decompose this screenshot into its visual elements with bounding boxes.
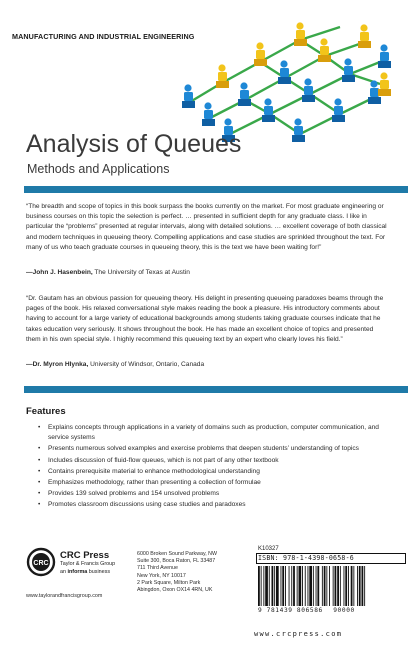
barcode-bar [313,566,314,606]
barcode-bar [299,566,302,606]
barcode-bar [364,566,365,606]
feature-item: • Contains prerequisite material to enhance methodological understanding [38,467,388,477]
informa-prefix: an [60,569,66,575]
barcode-bar [293,566,295,606]
informa-line [60,569,110,575]
feature-item: • Includes discussion of fluid-flow queues, which is not part of any other textbook [38,456,388,466]
feature-item: • Explains concepts through applications in a variety of domains such as production, computer communication, and service systems [38,423,388,443]
crc-logo-text: CRC [33,559,49,567]
features-heading: Features [26,406,66,417]
publisher-address [137,551,217,594]
feature-item: • Promotes classroom discussions using case studies and paradoxes [38,500,388,510]
barcode-bar [333,566,334,606]
barcode-bar [276,566,279,606]
publisher-website[interactable]: www.crcpress.com [254,630,343,638]
feature-item: • Emphasizes methodology, rather than presenting a collection of formulae [38,478,388,488]
feature-item: • Provides 139 solved problems and 154 unsolved problems [38,489,388,499]
publisher-name: CRC Press [60,550,110,561]
barcode-bar [261,566,262,606]
barcode-bar [302,566,303,606]
barcode-bar [344,566,345,606]
review-affiliation-2: University of Windsor, Ontario, Canada [90,361,205,368]
barcode-bar [281,566,282,606]
review-quote-1: “The breadth and scope of topics in this book surpass the books currently on the market. For most graduate engineering or business courses on this topic the selection is perfect. … presented in sufficient depth for any graduate class. I like in particular the “problems” presented at regular intervals, along with detailed solutions. … excellent coverage of both classical and modern techniques in queueing theory. Compelling applications and case studies are sprinkled throughout the text. For many of us who teach graduate courses in queueing theory, this is the text we have been waiting for!” [26,203,387,251]
barcode-bar [305,566,306,606]
barcode-bar [322,566,323,606]
barcode-bar [348,566,349,606]
barcode-bar [263,566,264,606]
barcode-bar [324,566,326,606]
barcode-bar [335,566,337,606]
barcode-bar [269,566,270,606]
barcode-bar [359,566,361,606]
barcode-bar [291,566,292,606]
review-affiliation-1: The University of Texas at Austin [94,269,190,276]
barcode-bar [329,566,330,606]
address-line: Suite 300, Boca Raton, FL 33487 [137,558,216,565]
barcode-bar [282,566,284,606]
barcode-number: 9 781439 806586 [258,607,323,614]
address-line: 711 Third Avenue [137,565,178,572]
review-author-1: —John J. Hasenbein, [26,269,93,276]
barcode-bars [258,566,408,606]
barcode-bar [337,566,339,606]
review-author-2: —Dr. Myron Hlynka, [26,361,89,368]
blue-rule-2 [24,386,408,393]
barcode-bar [272,566,274,606]
barcode-bar [357,566,358,606]
barcode-bar [309,566,312,606]
barcode-bar [289,566,290,606]
barcode-bar [285,566,286,606]
publisher-group: Taylor & Francis Group [60,561,116,567]
feature-item: • Presents numerous solved examples and exercise problems that deepen students’ understanding of topics [38,444,388,454]
features-list [38,423,388,512]
review-attribution-1 [26,269,190,276]
barcode-digits [258,607,355,614]
address-line: 6000 Broken Sound Parkway, NW [137,551,217,557]
barcode-bar [362,566,364,606]
isbn-number: ISBN: 978-1-4398-0658-6 [258,554,354,562]
barcode-bar [326,566,327,606]
barcode-bar [351,566,353,606]
barcode-bar [308,566,309,606]
review-quote-2: “Dr. Gautam has an obvious passion for queueing theory. His delight in presenting queueing paradoxes beams through the pages of the book. His relaxed conversational style makes reading the book a pleasure. His introductory comments about having to account for a large variety of educational backgrounds among students taking graduate courses indicate that he takes education very seriously. It shows throughout the book. He has made an excellent choice of topics and presented them in his own special style. I highly recommend this queueing text by an expert who clearly loves his field.” [26,295,384,343]
series-label: MANUFACTURING AND INDUSTRIAL ENGINEERING [12,32,195,41]
informa-suffix: business [88,569,111,575]
address-line: Abingdon, Oxon OX14 4RN, UK [137,587,213,594]
barcode-bar [316,566,317,606]
crc-logo-mark [26,547,56,577]
book-title: Analysis of Queues [26,130,242,158]
catalog-id: K10327 [258,546,279,552]
barcode-bar [340,566,341,606]
address-line: New York, NY 10017 [137,572,186,579]
informa-name: informa [67,569,88,575]
blue-rule [24,186,408,193]
address-line: 2 Park Square, Milton Park [137,579,201,586]
price-code: 90000 [333,607,355,614]
barcode-bar [297,566,298,606]
blue-figures [182,44,391,142]
barcode-bar [265,566,268,606]
barcode-bar [317,566,319,606]
barcode-block [256,546,408,618]
publisher-url[interactable]: www.taylorandfrancisgroup.com [26,593,103,599]
book-subtitle: Methods and Applications [27,162,170,176]
barcode-bar [258,566,260,606]
barcode-bar [274,566,275,606]
barcode-bar [345,566,347,606]
barcode-bar [353,566,354,606]
review-attribution-2 [26,361,204,368]
